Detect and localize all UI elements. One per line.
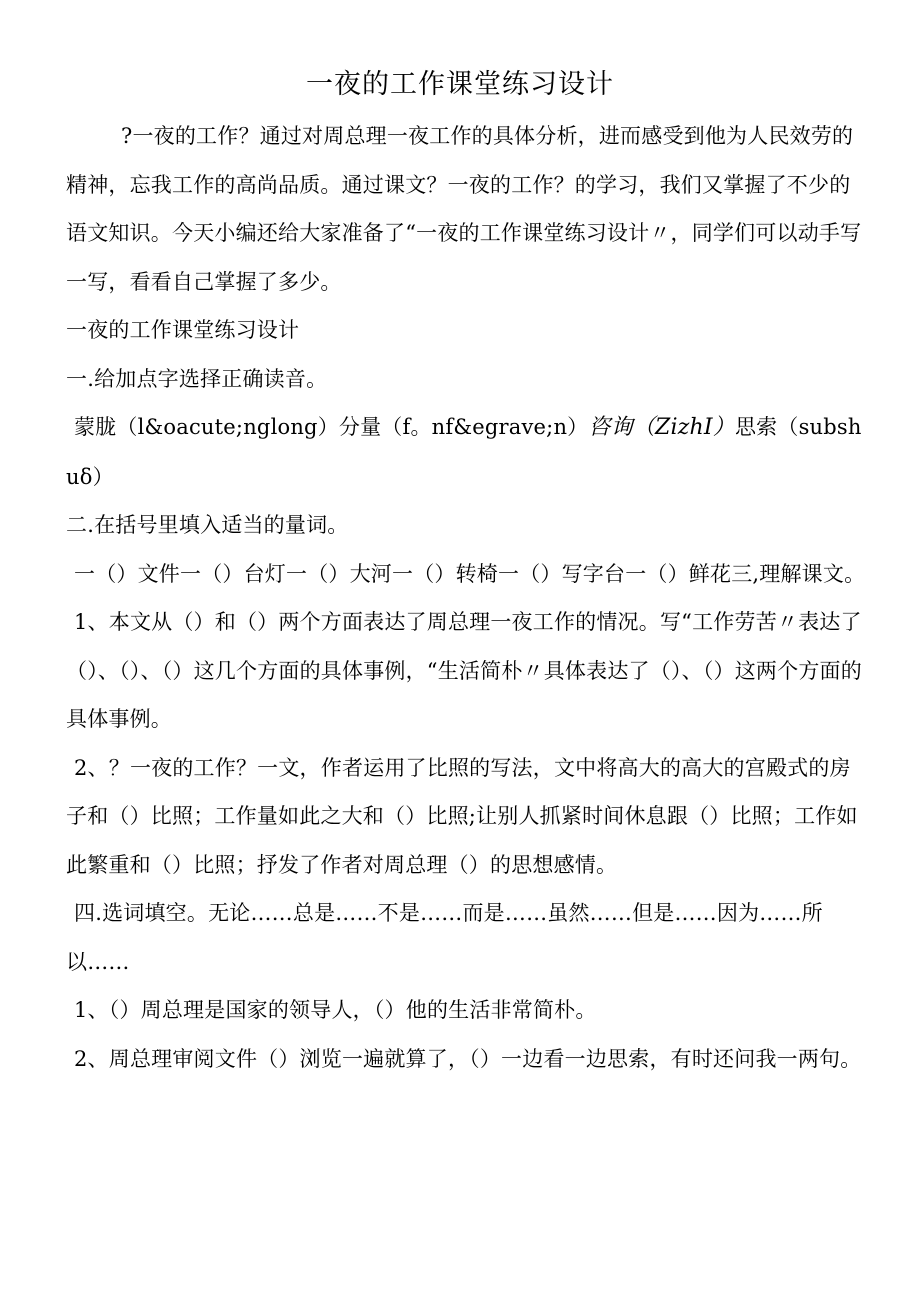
intro-paragraph: ?一夜的工作？通过对周总理一夜工作的具体分析，进而感受到他为人民效劳的精神，忘我工作的高尚品质。通过课文？一夜的工作？的学习，我们又掌握了不少的语文知识。今天小编还给大家准备了“一夜的工作课堂练习设计〃，同学们可以动手写一写，看看自己掌握了多少。 (66, 124, 862, 294)
subtitle-line: 一夜的工作课堂练习设计 (66, 318, 300, 342)
section2-items: 一（）文件一（）台灯一（）大河一（）转椅一（）写字台一（）鲜花三,理解课文。 (74, 561, 866, 586)
section4-question-1: 1、（）周总理是国家的领导人，（）他的生活非常简朴。 (74, 998, 597, 1022)
section1-items-a: 蒙胧（l&oacute;nglong）分量（f。nf&egrave;n） (74, 415, 589, 439)
section1-items-c: 思索（subshuδ） (66, 415, 862, 489)
question-2: 2、？一夜的工作？一文，作者运用了比照的写法，文中将高大的高大的宫殿式的房子和（）比照；工作量如此之大和（）比照;让别人抓紧时间休息跟（）比照；工作如此繁重和（）比照；抒发了作者对周总理（）的思想感情。 (66, 755, 858, 877)
section1-heading: 一.给加点字选择正确读音。 (66, 366, 328, 391)
section1-items (66, 403, 866, 501)
section4-question-2: 2、周总理审阅文件（）浏览一遍就算了，（）一边看一边思索，有时还问我一两句。 (74, 1046, 862, 1071)
section1-items-b: 咨询（ZizhI） (588, 415, 735, 440)
section4-heading: 四.选词填空。无论……总是……不是……而是……虽然……但是……因为……所以…… (66, 901, 823, 974)
document-body (66, 112, 866, 1083)
question-1: 1、本文从（）和（）两个方面表达了周总理一夜工作的情况。写“工作劳苦〃表达了（）、（）、（）这几个方面的具体事例，“生活简朴〃具体表达了（）、（）这两个方面的具体事例。 (66, 610, 862, 731)
document-title: 一夜的工作课堂练习设计 (306, 69, 614, 100)
section2-heading: 二.在括号里填入适当的量词。 (66, 513, 349, 537)
